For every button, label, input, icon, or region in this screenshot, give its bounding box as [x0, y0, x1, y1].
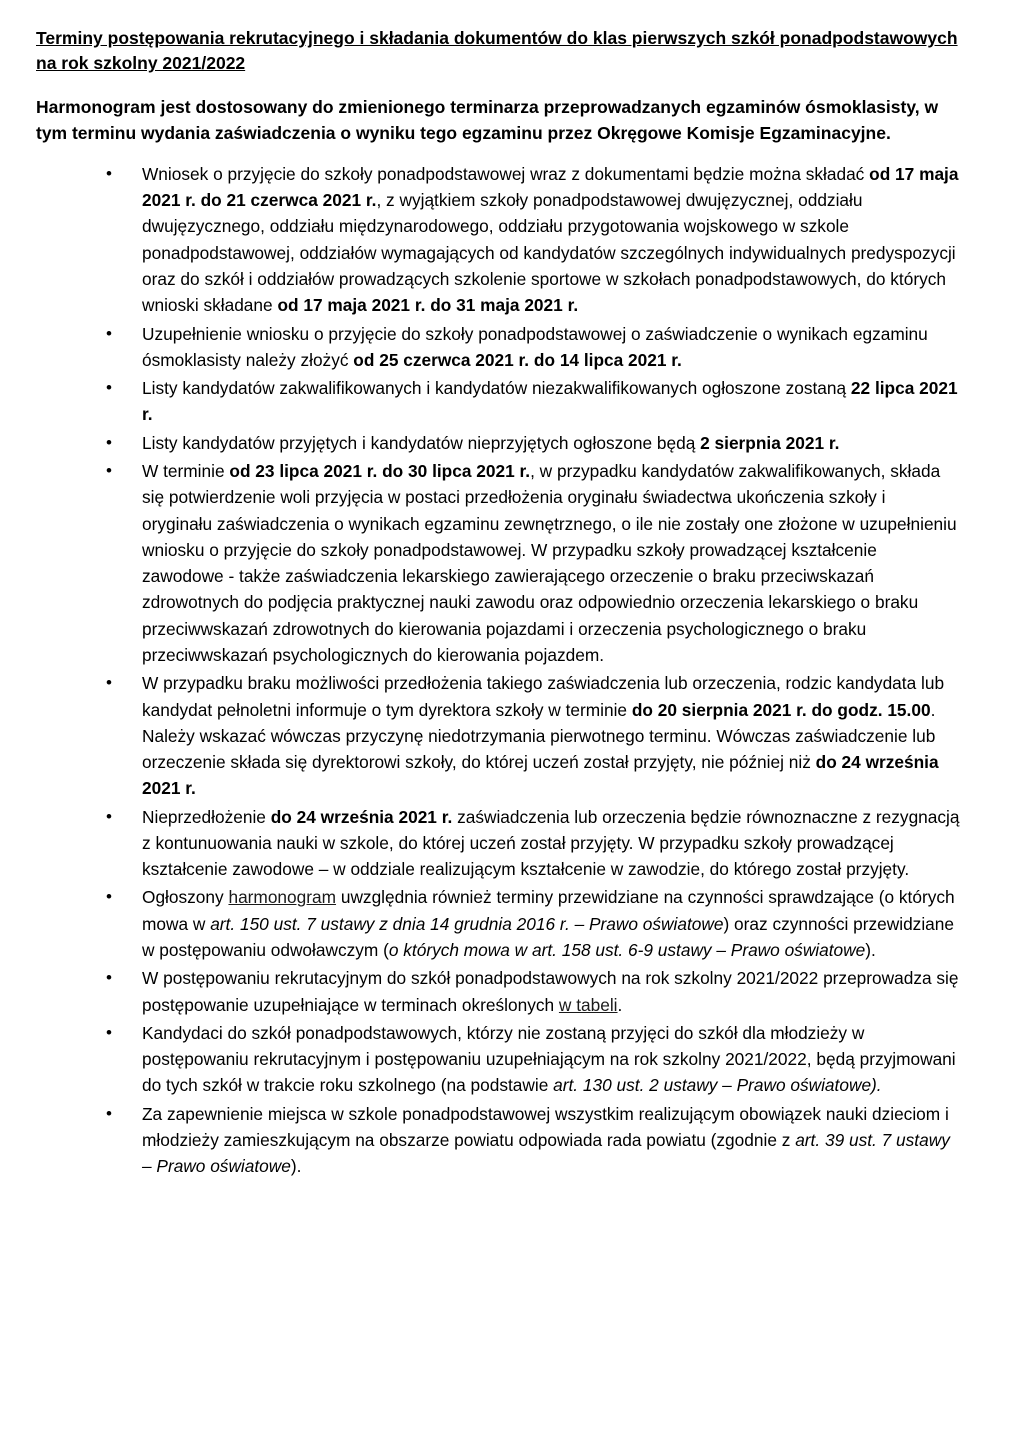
- bullet-wniosek: • Wniosek o przyjęcie do szkoły ponadpodstawowej wraz z dokumentami będzie można składać od 17 maja 2021 r. do 21 czerwca 2021 r., z wyjątkiem szkoły ponadpodstawowej dwujęzycznej, oddziału dwujęzycznego, oddziału międzynarodowego, oddziału przygotowania wojskowego w szkole ponadpodstawowej, oddziałów wymagających od kandydatów szczególnych indywidualnych predyspozycji oraz do szkół i oddziałów prowadzących szkolenie sportowe w szkołach ponadpodstawowych, do których wnioski składane od 17 maja 2021 r. do 31 maja 2021 r.: [34, 161, 970, 319]
- bullet-brak-mozliwosci: • W przypadku braku możliwości przedłożenia takiego zaświadczenia lub orzeczenia, rodzic kandydata lub kandydat pełnoletni informuje o tym dyrektora szkoły w terminie do 20 sierpnia 2021 r. do godz. 15.00. Należy wskazać wówczas przyczynę niedotrzymania pierwotnego terminu. Wówczas zaświadczenie lub orzeczenie składa się dyrektorowi szkoły, do której uczeń został przyjęty, nie później niż do 24 września 2021 r.: [34, 670, 970, 801]
- bullet-listy-zakwalifikowanych: • Listy kandydatów zakwalifikowanych i kandydatów niezakwalifikowanych ogłoszone zostaną 22 lipca 2021 r.: [34, 375, 970, 428]
- bullet-uzupelnienie: • Uzupełnienie wniosku o przyjęcie do szkoły ponadpodstawowej o zaświadczenie o wynikach egzaminu ósmoklasisty należy złożyć od 25 czerwca 2021 r. do 14 lipca 2021 r.: [34, 321, 970, 374]
- page-title: Terminy postępowania rekrutacyjnego i składania dokumentów do klas pierwszych szkół ponadpodstawowych na rok szkolny 2021/2022: [36, 28, 958, 73]
- bullet-list: [34, 161, 970, 1180]
- bullet-potwierdzenie-woli: • W terminie od 23 lipca 2021 r. do 30 lipca 2021 r., w przypadku kandydatów zakwalifikowanych, składa się potwierdzenie woli przyjęcia w postaci przedłożenia oryginału świadectwa ukończenia szkoły i oryginału zaświadczenia o wynikach egzaminu zewnętrznego, o ile nie zostały one złożone w uzupełnieniu wniosku o przyjęcie do szkoły ponadpodstawowej. W przypadku szkoły prowadzącej kształcenie zawodowe - także zaświadczenia lekarskiego zawierającego orzeczenie o braku przeciwskazań zdrowotnych do podjęcia praktycznej nauki zawodu oraz odpowiednio orzeczenia lekarskiego o braku przeciwwskazań zdrowotnych do kierowania pojazdami i orzeczenia psychologicznego o braku przeciwwskazań psychologicznych do kierowania pojazdem.: [34, 458, 970, 668]
- w-tabeli-link[interactable]: w tabeli: [558, 994, 618, 1015]
- intro-paragraph: Harmonogram jest dostosowany do zmienionego terminarza przeprowadzanych egzaminów ósmoklasisty, w tym terminu wydania zaświadczenia o wyniku tego egzaminu przez Okręgowe Komisje Egzaminacyjne.: [36, 96, 939, 144]
- bullet-nieprzedlozenie: • Nieprzedłożenie do 24 września 2021 r. zaświadczenia lub orzeczenia będzie równoznaczne z rezygnacją z kontunuowania nauki w szkole, do której uczeń został przyjęty. W przypadku szkoły prowadzącej kształcenie zawodowe – w oddziale realizującym kształcenie w zawodzie, do którego został przyjęty.: [34, 804, 970, 883]
- bullet-kandydaci-nieprzyjeci: • Kandydaci do szkół ponadpodstawowych, którzy nie zostaną przyjęci do szkół dla młodzieży w postępowaniu rekrutacyjnym i postępowaniu uzupełniającym na rok szkolny 2021/2022, będą przyjmowani do tych szkół w trakcie roku szkolnego (na podstawie art. 130 ust. 2 ustawy – Prawo oświatowe).: [34, 1020, 970, 1099]
- bullet-listy-przyjetych: • Listy kandydatów przyjętych i kandydatów nieprzyjętych ogłoszone będą 2 sierpnia 2021 r.: [34, 430, 970, 456]
- bullet-harmonogram: • Ogłoszony harmonogram uwzględnia również terminy przewidziane na czynności sprawdzające (o których mowa w art. 150 ust. 7 ustawy z dnia 14 grudnia 2016 r. – Prawo oświatowe) oraz czynności przewidziane w postępowaniu odwoławczym (o których mowa w art. 158 ust. 6-9 ustawy – Prawo oświatowe).: [34, 884, 970, 963]
- bullet-postepowanie-uzupelniajace: • W postępowaniu rekrutacyjnym do szkół ponadpodstawowych na rok szkolny 2021/2022 przeprowadza się postępowanie uzupełniające w terminach określonych w tabeli.: [34, 965, 970, 1018]
- bullet-zapewnienie-miejsca: • Za zapewnienie miejsca w szkole ponadpodstawowej wszystkim realizującym obowiązek nauki dzieciom i młodzieży zamieszkującym na obszarze powiatu odpowiada rada powiatu (zgodnie z art. 39 ust. 7 ustawy – Prawo oświatowe).: [34, 1101, 970, 1180]
- harmonogram-link[interactable]: harmonogram: [228, 887, 337, 908]
